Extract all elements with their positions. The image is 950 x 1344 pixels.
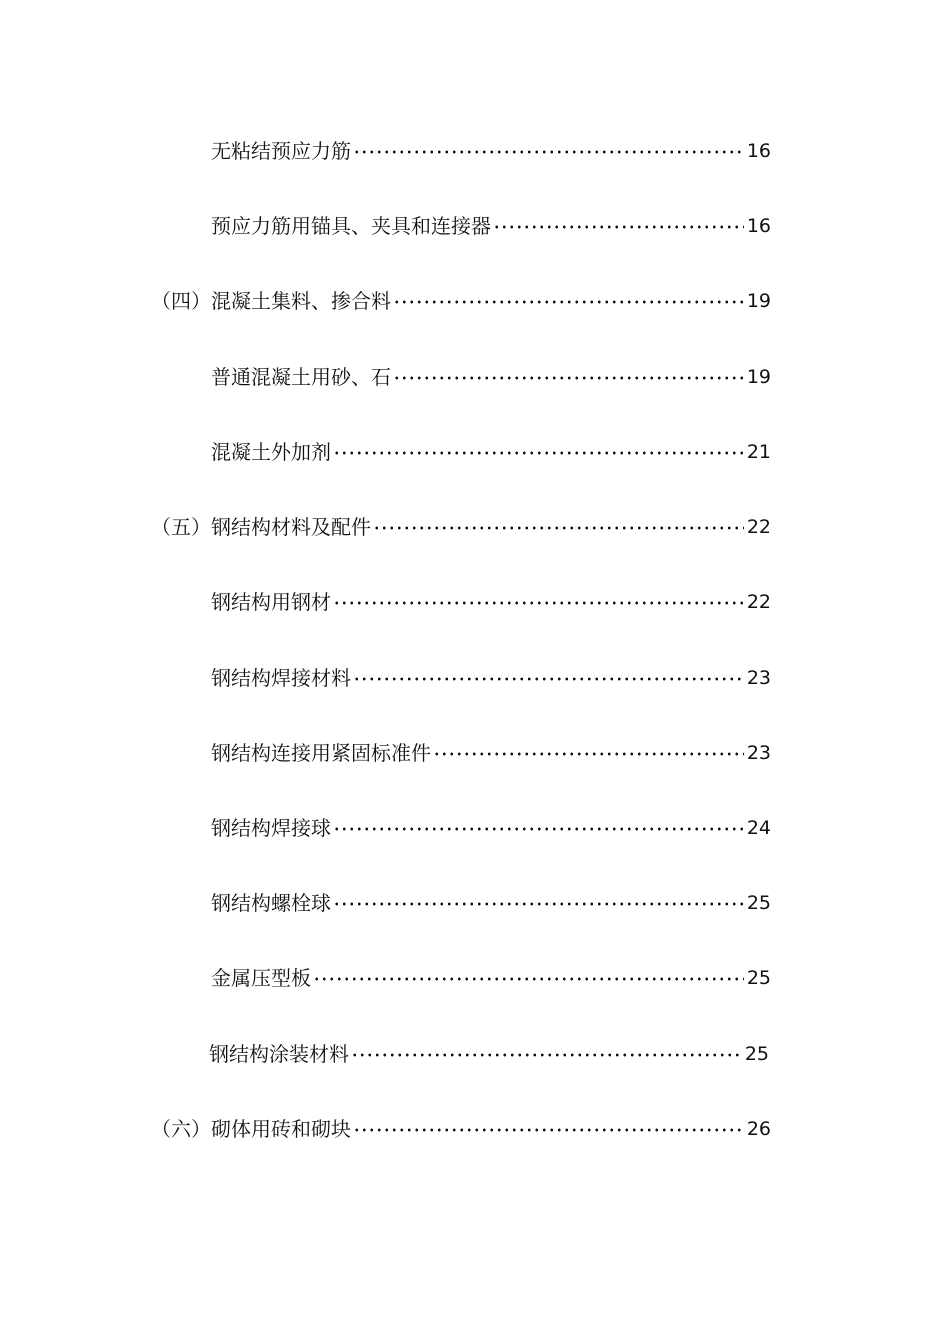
- dot-leader: [493, 225, 744, 229]
- toc-entry-title: 钢结构用钢材: [211, 590, 331, 614]
- toc-entry-number: （六）: [151, 1117, 211, 1141]
- toc-entry-title: 钢结构焊接球: [211, 816, 331, 840]
- toc-entry-title: 钢结构涂装材料: [209, 1042, 349, 1066]
- toc-entry-title: 钢结构材料及配件: [211, 515, 371, 539]
- toc-entry-page: 25: [744, 1043, 769, 1065]
- toc-entry-title: 预应力筋用锚具、夹具和连接器: [211, 214, 491, 238]
- toc-entry[interactable]: [211, 888, 771, 918]
- toc-entry-number: （五）: [151, 515, 211, 539]
- toc-entry-title: 金属压型板: [211, 966, 311, 990]
- dot-leader: [333, 827, 744, 831]
- dot-leader: [393, 376, 744, 380]
- toc-entry[interactable]: [211, 963, 771, 993]
- toc-entry-title: 混凝土集料、掺合料: [211, 289, 391, 313]
- toc-entry-title: 无粘结预应力筋: [211, 139, 351, 163]
- toc-entry[interactable]: [211, 813, 771, 843]
- toc-entry-title: 普通混凝土用砂、石: [211, 365, 391, 389]
- toc-entry[interactable]: [211, 211, 771, 241]
- toc-entry-page: 25: [746, 967, 771, 989]
- toc-entry-page: 19: [746, 366, 771, 388]
- dot-leader: [351, 1053, 742, 1057]
- toc-entry-page: 22: [746, 591, 771, 613]
- toc-entry[interactable]: [151, 1114, 771, 1144]
- dot-leader: [353, 1128, 744, 1132]
- dot-leader: [333, 902, 744, 906]
- toc-entry[interactable]: [211, 362, 771, 392]
- toc-entry-title: 砌体用砖和砌块: [211, 1117, 351, 1141]
- toc-entry-page: 26: [746, 1118, 771, 1140]
- dot-leader: [393, 300, 744, 304]
- toc-entry-page: 23: [746, 742, 771, 764]
- dot-leader: [373, 526, 744, 530]
- toc-entry[interactable]: [211, 136, 771, 166]
- dot-leader: [333, 451, 744, 455]
- dot-leader: [353, 150, 744, 154]
- toc-entry-page: 23: [746, 667, 771, 689]
- toc-entry[interactable]: [209, 1039, 769, 1069]
- toc-entry-page: 24: [746, 817, 771, 839]
- toc-entry-page: 16: [746, 140, 771, 162]
- dot-leader: [313, 977, 744, 981]
- toc-entry-page: 19: [746, 290, 771, 312]
- toc-entry-page: 22: [746, 516, 771, 538]
- toc-entry-title: 混凝土外加剂: [211, 440, 331, 464]
- toc-entry-page: 16: [746, 215, 771, 237]
- dot-leader: [353, 677, 744, 681]
- toc-entry-title: 钢结构螺栓球: [211, 891, 331, 915]
- toc-entry[interactable]: [211, 587, 771, 617]
- toc-entry[interactable]: [211, 663, 771, 693]
- toc-entry-page: 25: [746, 892, 771, 914]
- toc-entry-title: 钢结构连接用紧固标准件: [211, 741, 431, 765]
- toc-entry[interactable]: [211, 738, 771, 768]
- toc-entry[interactable]: [151, 286, 771, 316]
- toc-entry[interactable]: [151, 512, 771, 542]
- toc-entry-page: 21: [746, 441, 771, 463]
- toc-entry-number: （四）: [151, 289, 211, 313]
- dot-leader: [433, 752, 744, 756]
- dot-leader: [333, 601, 744, 605]
- toc-entry-title: 钢结构焊接材料: [211, 666, 351, 690]
- toc-entry[interactable]: [211, 437, 771, 467]
